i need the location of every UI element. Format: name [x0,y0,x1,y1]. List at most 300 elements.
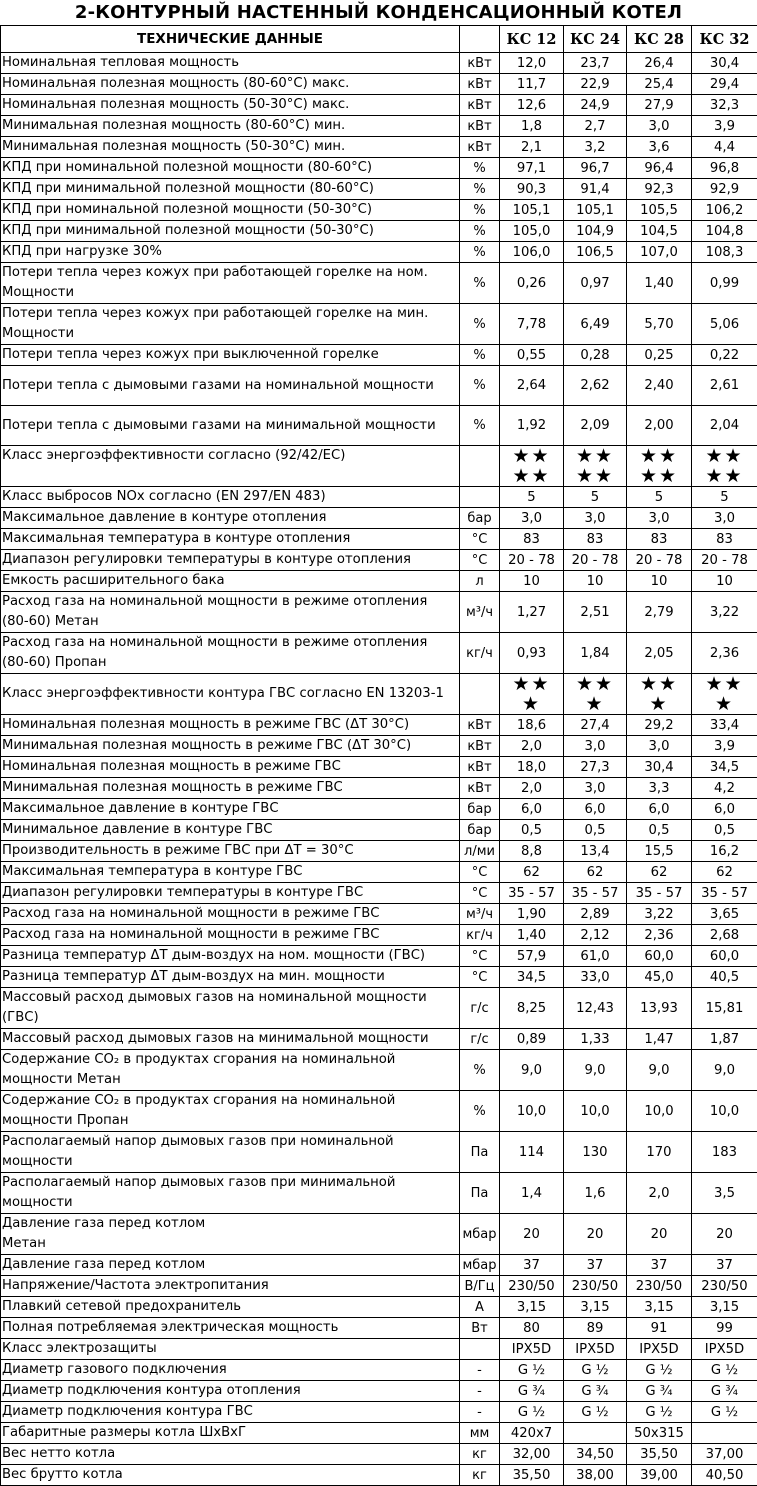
star-icon: ★ [693,694,756,714]
value-cell: 25,4 [627,74,692,95]
value-cell: 62 [500,862,564,883]
value-cell: 3,15 [500,1297,564,1318]
value-cell: 10 [627,571,692,592]
value-cell: 2,04 [692,406,757,446]
param-name: Диаметр подключения контура ГВС [1,1402,460,1423]
value-cell: 108,3 [692,242,757,263]
value-cell: 96,8 [692,158,757,179]
table-row [1,967,757,988]
star-rating [500,674,564,715]
value-cell: 3,9 [692,736,757,757]
unit-cell: м³/ч [460,904,500,925]
value-cell: 105,5 [627,200,692,221]
value-cell: 6,49 [564,304,627,345]
value-cell: 12,6 [500,95,564,116]
table-row [1,925,757,946]
value-cell: 106,0 [500,242,564,263]
unit-cell: % [460,366,500,406]
value-cell [564,1423,627,1444]
unit-cell: кг/ч [460,925,500,946]
value-cell: 3,15 [692,1297,757,1318]
value-cell: 13,4 [564,841,627,862]
table-row [1,406,757,446]
param-name: Плавкий сетевой предохранитель [1,1297,460,1318]
table-row [1,74,757,95]
table-row [1,1423,757,1444]
value-cell: 89 [564,1318,627,1339]
value-cell: 22,9 [564,74,627,95]
value-cell: 37 [692,1255,757,1276]
value-cell: 3,2 [564,137,627,158]
value-cell: 1,84 [564,633,627,674]
param-name: Полная потребляемая электрическая мощность [1,1318,460,1339]
table-row [1,137,757,158]
value-cell: 40,50 [692,1465,757,1486]
unit-cell: мбар [460,1214,500,1255]
value-cell: 60,0 [627,946,692,967]
value-cell: 0,28 [564,345,627,366]
value-cell: 24,9 [564,95,627,116]
value-cell: 60,0 [692,946,757,967]
value-cell: 37 [500,1255,564,1276]
value-cell: 2,0 [500,778,564,799]
value-cell: 35,50 [500,1465,564,1486]
unit-cell: кВт [460,757,500,778]
unit-cell [460,446,500,487]
value-cell: G ½ [500,1402,564,1423]
value-cell: 7,78 [500,304,564,345]
param-name: Вес нетто котла [1,1444,460,1465]
value-cell: 2,51 [564,592,627,633]
table-row [1,715,757,736]
value-cell: 10 [500,571,564,592]
table-row [1,1297,757,1318]
unit-cell: кВт [460,95,500,116]
param-name: Минимальная полезная мощность в режиме ГВС [1,778,460,799]
value-cell: 20 - 78 [564,550,627,571]
table-row [1,304,757,345]
value-cell: G ½ [692,1360,757,1381]
value-cell: 3,0 [627,736,692,757]
star-icon: ★ [501,694,562,714]
param-name: Диапазон регулировки температуры в контуре ГВС [1,883,460,904]
value-cell: 8,25 [500,988,564,1029]
param-name: Расход газа на номинальной мощности в режиме отопления (80-60) Пропан [1,633,460,674]
unit-cell: м³/ч [460,592,500,633]
unit-cell: % [460,1091,500,1132]
param-name: КПД при номинальной полезной мощности (50-30°C) [1,200,460,221]
value-cell: 35,50 [627,1444,692,1465]
value-cell: 9,0 [500,1050,564,1091]
param-name: КПД при минимальной полезной мощности (80-60°C) [1,179,460,200]
table-row [1,571,757,592]
star-icon: ★★ [628,674,690,694]
value-cell: 5,70 [627,304,692,345]
value-cell: 2,1 [500,137,564,158]
value-cell: 33,0 [564,967,627,988]
value-cell: G ¾ [500,1381,564,1402]
value-cell: 20 [627,1214,692,1255]
value-cell: 2,0 [627,1173,692,1214]
value-cell: 18,0 [500,757,564,778]
value-cell: 3,0 [627,116,692,137]
value-cell: IPX5D [627,1339,692,1360]
unit-cell: % [460,406,500,446]
param-name: Номинальная полезная мощность в режиме ГВС (ΔT 30°C) [1,715,460,736]
unit-cell: мбар [460,1255,500,1276]
value-cell: 5 [500,487,564,508]
param-name: Максимальное давление в контуре ГВС [1,799,460,820]
value-cell: G ½ [564,1360,627,1381]
param-name: Класс электрозащиты [1,1339,460,1360]
unit-cell: кг [460,1465,500,1486]
value-cell: 20 - 78 [692,550,757,571]
value-cell: 2,36 [627,925,692,946]
value-cell: 104,8 [692,221,757,242]
star-icon: ★★ [501,446,562,466]
value-cell: 62 [627,862,692,883]
param-name: Номинальная тепловая мощность [1,53,460,74]
table-row [1,1173,757,1214]
param-name: Потери тепла через кожух при работающей горелке на ном. Мощности [1,263,460,304]
unit-cell: Вт [460,1318,500,1339]
unit-cell: Па [460,1132,500,1173]
star-rating [627,446,692,487]
star-icon: ★★ [693,446,756,466]
value-cell: 2,05 [627,633,692,674]
star-icon: ★★ [628,466,690,486]
value-cell: 3,9 [692,116,757,137]
value-cell: 5 [627,487,692,508]
unit-cell: кВт [460,53,500,74]
value-cell: 39,00 [627,1465,692,1486]
value-cell: 1,47 [627,1029,692,1050]
value-cell: 6,0 [627,799,692,820]
value-cell: 0,55 [500,345,564,366]
value-cell: 1,40 [500,925,564,946]
value-cell: 230/50 [627,1276,692,1297]
param-name: Содержание CO₂ в продуктах сгорания на номинальной мощности Метан [1,1050,460,1091]
value-cell: 1,8 [500,116,564,137]
value-cell: 8,8 [500,841,564,862]
table-row [1,53,757,74]
value-cell: 3,0 [564,736,627,757]
value-cell: 35 - 57 [627,883,692,904]
value-cell: IPX5D [500,1339,564,1360]
value-cell: 92,3 [627,179,692,200]
param-name: Давление газа перед котлом [1,1255,460,1276]
unit-cell: % [460,1050,500,1091]
value-cell: 1,6 [564,1173,627,1214]
value-cell: 91 [627,1318,692,1339]
value-cell: 3,6 [627,137,692,158]
page-title: 2-КОНТУРНЫЙ НАСТЕННЫЙ КОНДЕНСАЦИОННЫЙ КОТЕЛ [0,0,757,25]
value-cell: 3,0 [564,508,627,529]
value-cell: 99 [692,1318,757,1339]
unit-cell: % [460,200,500,221]
value-cell: 10,0 [500,1091,564,1132]
table-row [1,736,757,757]
table-row [1,1214,757,1255]
value-cell: 1,4 [500,1173,564,1214]
header-model: КС 12 [500,26,564,53]
table-row [1,116,757,137]
value-cell: 90,3 [500,179,564,200]
value-cell: 23,7 [564,53,627,74]
value-cell: 0,93 [500,633,564,674]
value-cell: 2,12 [564,925,627,946]
unit-cell: - [460,1360,500,1381]
star-icon: ★★ [565,466,625,486]
star-icon: ★★ [693,674,756,694]
unit-cell: °C [460,550,500,571]
table-row [1,1465,757,1486]
value-cell: 2,40 [627,366,692,406]
value-cell: 2,68 [692,925,757,946]
param-name: Расход газа на номинальной мощности в режиме ГВС [1,904,460,925]
value-cell: IPX5D [692,1339,757,1360]
value-cell: 2,79 [627,592,692,633]
param-name: Массовый расход дымовых газов на номинальной мощности (ГВС) [1,988,460,1029]
param-name: Номинальная полезная мощность (50-30°C) макс. [1,95,460,116]
param-name: КПД при минимальной полезной мощности (50-30°C) [1,221,460,242]
value-cell: 3,0 [692,508,757,529]
value-cell: 20 [564,1214,627,1255]
value-cell: 2,61 [692,366,757,406]
param-name: Потери тепла через кожух при работающей горелке на мин. Мощности [1,304,460,345]
value-cell: 40,5 [692,967,757,988]
value-cell: 2,0 [500,736,564,757]
value-cell: 1,33 [564,1029,627,1050]
value-cell: 15,81 [692,988,757,1029]
param-name: Класс выбросов NOx согласно (EN 297/EN 483) [1,487,460,508]
value-cell: 3,22 [692,592,757,633]
value-cell: 37 [564,1255,627,1276]
value-cell: 3,0 [564,778,627,799]
value-cell: 6,0 [564,799,627,820]
table-row [1,1402,757,1423]
table-row [1,263,757,304]
param-name: Максимальная температура в контуре ГВС [1,862,460,883]
value-cell: 107,0 [627,242,692,263]
param-name: Давление газа перед котлом Метан [1,1214,460,1255]
table-row [1,529,757,550]
value-cell: 6,0 [500,799,564,820]
value-cell: 38,00 [564,1465,627,1486]
header-label: ТЕХНИЧЕСКИЕ ДАННЫЕ [1,26,460,53]
table-row [1,1132,757,1173]
param-name: КПД при номинальной полезной мощности (80-60°C) [1,158,460,179]
table-row [1,446,757,487]
value-cell: 0,25 [627,345,692,366]
star-rating [692,674,757,715]
table-row [1,799,757,820]
table-row [1,988,757,1029]
unit-cell: бар [460,508,500,529]
param-name: Производительность в режиме ГВС при ΔT = 30°C [1,841,460,862]
value-cell: 35 - 57 [500,883,564,904]
value-cell: 0,5 [500,820,564,841]
value-cell: 0,99 [692,263,757,304]
unit-cell: - [460,1402,500,1423]
param-name: КПД при нагрузке 30% [1,242,460,263]
value-cell: 114 [500,1132,564,1173]
param-name: Класс энергоэффективности контура ГВС согласно EN 13203-1 [1,674,460,715]
unit-cell: °C [460,883,500,904]
param-name: Потери тепла с дымовыми газами на минимальной мощности [1,406,460,446]
value-cell: G ½ [627,1360,692,1381]
param-name: Диапазон регулировки температуры в контуре отопления [1,550,460,571]
unit-cell: А [460,1297,500,1318]
unit-cell: % [460,304,500,345]
param-name: Расход газа на номинальной мощности в режиме отопления (80-60) Метан [1,592,460,633]
value-cell: 230/50 [564,1276,627,1297]
value-cell: 15,5 [627,841,692,862]
value-cell: 45,0 [627,967,692,988]
value-cell: 96,7 [564,158,627,179]
value-cell: 4,2 [692,778,757,799]
value-cell: 37 [627,1255,692,1276]
param-name: Потери тепла с дымовыми газами на номинальной мощности [1,366,460,406]
unit-cell [460,1339,500,1360]
value-cell: 3,65 [692,904,757,925]
value-cell: 106,5 [564,242,627,263]
table-row [1,1050,757,1091]
value-cell: 2,09 [564,406,627,446]
value-cell: 91,4 [564,179,627,200]
unit-cell: °C [460,946,500,967]
value-cell: 10,0 [627,1091,692,1132]
header-model: КС 24 [564,26,627,53]
value-cell: 10,0 [692,1091,757,1132]
unit-cell: Па [460,1173,500,1214]
value-cell: 10 [692,571,757,592]
param-name: Разница температур ΔT дым-воздух на мин. мощности [1,967,460,988]
star-icon: ★★ [565,674,625,694]
table-row [1,487,757,508]
star-icon: ★ [565,694,625,714]
param-name: Минимальная полезная мощность (50-30°C) мин. [1,137,460,158]
param-name: Разница температур ΔT дым-воздух на ном. мощности (ГВС) [1,946,460,967]
value-cell: 30,4 [627,757,692,778]
value-cell: 0,5 [627,820,692,841]
unit-cell: кВт [460,116,500,137]
table-row [1,592,757,633]
star-rating [564,674,627,715]
table-row [1,1444,757,1465]
table-row [1,508,757,529]
unit-cell: кВт [460,778,500,799]
value-cell: 83 [564,529,627,550]
unit-cell: бар [460,799,500,820]
value-cell: IPX5D [564,1339,627,1360]
param-name: Емкость расширительного бака [1,571,460,592]
value-cell: 10 [564,571,627,592]
unit-cell: % [460,179,500,200]
value-cell: 105,0 [500,221,564,242]
unit-cell: °C [460,529,500,550]
value-cell: 12,43 [564,988,627,1029]
param-name: Расход газа на номинальной мощности в режиме ГВС [1,925,460,946]
value-cell: 2,36 [692,633,757,674]
param-name: Габаритные размеры котла ШхВхГ [1,1423,460,1444]
unit-cell: °C [460,862,500,883]
value-cell: 6,0 [692,799,757,820]
table-row [1,1318,757,1339]
table-row [1,757,757,778]
unit-cell: % [460,345,500,366]
unit-cell: бар [460,820,500,841]
unit-cell: % [460,221,500,242]
value-cell: 20 - 78 [500,550,564,571]
table-row [1,179,757,200]
param-name: Располагаемый напор дымовых газов при минимальной мощности [1,1173,460,1214]
table-row [1,841,757,862]
value-cell: 32,3 [692,95,757,116]
star-rating [500,446,564,487]
unit-cell: кВт [460,715,500,736]
value-cell [692,1423,757,1444]
unit-cell: кг/ч [460,633,500,674]
value-cell: 2,64 [500,366,564,406]
value-cell: 18,6 [500,715,564,736]
unit-cell: кВт [460,137,500,158]
unit-cell: - [460,1381,500,1402]
param-name: Диаметр газового подключения [1,1360,460,1381]
table-row [1,674,757,715]
value-cell: 130 [564,1132,627,1173]
value-cell: 37,00 [692,1444,757,1465]
param-name: Вес брутто котла [1,1465,460,1486]
unit-cell: л [460,571,500,592]
value-cell: 4,4 [692,137,757,158]
value-cell: 0,97 [564,263,627,304]
value-cell: 10,0 [564,1091,627,1132]
value-cell: G ½ [627,1402,692,1423]
value-cell: 1,87 [692,1029,757,1050]
unit-cell: °C [460,967,500,988]
value-cell: 26,4 [627,53,692,74]
value-cell: 104,5 [627,221,692,242]
unit-cell [460,487,500,508]
table-row [1,158,757,179]
star-icon: ★★ [628,446,690,466]
value-cell: G ½ [500,1360,564,1381]
table-row [1,1091,757,1132]
value-cell: 62 [564,862,627,883]
table-row [1,862,757,883]
value-cell: 106,2 [692,200,757,221]
value-cell: G ¾ [564,1381,627,1402]
unit-cell: мм [460,1423,500,1444]
table-row [1,200,757,221]
unit-cell: В/Гц [460,1276,500,1297]
value-cell: 35 - 57 [564,883,627,904]
value-cell: 1,40 [627,263,692,304]
param-name: Диаметр подключения контура отопления [1,1381,460,1402]
value-cell: 104,9 [564,221,627,242]
value-cell: G ½ [692,1402,757,1423]
value-cell: 20 - 78 [627,550,692,571]
spec-table [0,25,757,1486]
value-cell: 29,4 [692,74,757,95]
value-cell: 33,4 [692,715,757,736]
value-cell: 83 [692,529,757,550]
table-row [1,820,757,841]
value-cell: 12,0 [500,53,564,74]
param-name: Максимальная температура в контуре отопления [1,529,460,550]
value-cell: 27,4 [564,715,627,736]
